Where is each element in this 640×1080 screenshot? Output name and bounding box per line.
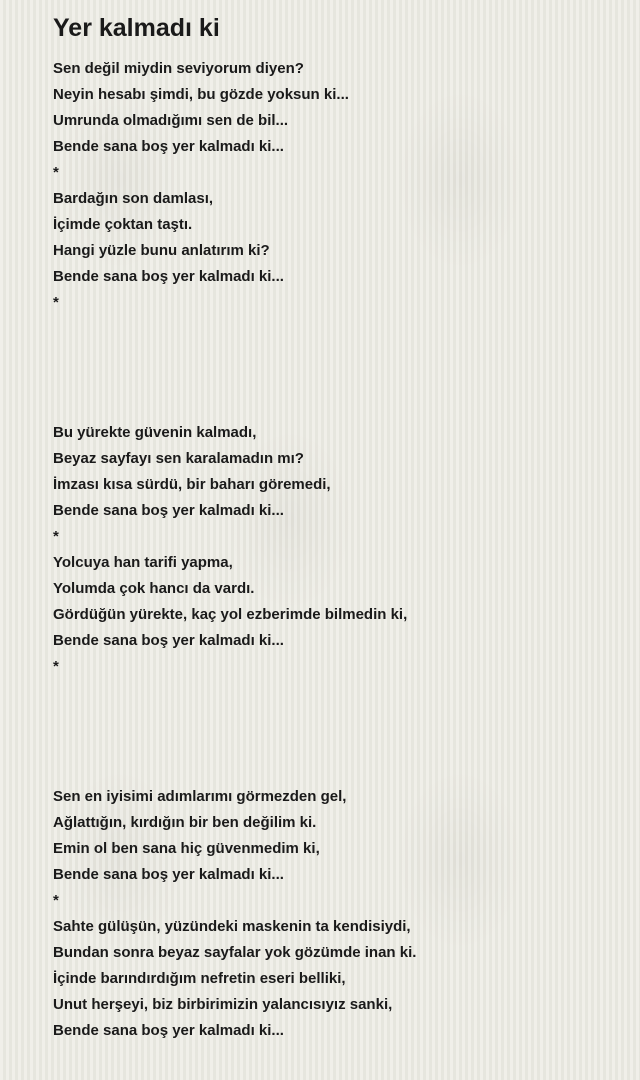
- section-gap: [53, 316, 623, 420]
- poem-line: Hangi yüzle bunu anlatırım ki?: [53, 242, 270, 259]
- stanza-separator: *: [53, 658, 59, 675]
- poem-line: Umrunda olmadığımı sen de bil...: [53, 112, 289, 129]
- stanza-3: [53, 784, 623, 1044]
- poem-title: Yer kalmadı ki: [53, 14, 220, 42]
- poem-line: Bende sana boş yer kalmadı ki...: [53, 502, 284, 519]
- poem-line: Sahte gülüşün, yüzündeki maskenin ta kendisiydi,: [53, 918, 411, 935]
- poem-line: Gördüğün yürekte, kaç yol ezberimde bilmedin ki,: [53, 606, 408, 623]
- poem-line: Bende sana boş yer kalmadı ki...: [53, 138, 284, 155]
- poem-line: Emin ol ben sana hiç güvenmedim ki,: [53, 840, 320, 857]
- poem-line: Bende sana boş yer kalmadı ki...: [53, 1022, 284, 1039]
- stanza-separator: *: [53, 528, 59, 545]
- stanza-separator: *: [53, 892, 59, 909]
- poem-line: Ağlattığın, kırdığın bir ben değilim ki.: [53, 814, 317, 831]
- poem-line: Sen en iyisimi adımlarımı görmezden gel,: [53, 788, 347, 805]
- poem-line: Bende sana boş yer kalmadı ki...: [53, 632, 284, 649]
- poem-line: Bardağın son damlası,: [53, 190, 214, 207]
- stanza-separator: *: [53, 294, 59, 311]
- poem-line: İçimde çoktan taştı.: [53, 216, 193, 233]
- poem-container: [53, 12, 623, 1044]
- poem-line: Bende sana boş yer kalmadı ki...: [53, 866, 284, 883]
- poem-line: Beyaz sayfayı sen karalamadın mı?: [53, 450, 304, 467]
- poem-line: Sen değil miydin seviyorum diyen?: [53, 60, 304, 77]
- poem-line: Bende sana boş yer kalmadı ki...: [53, 268, 284, 285]
- poem-line: Bundan sonra beyaz sayfalar yok gözümde inan ki.: [53, 944, 417, 961]
- poem-line: Unut herşeyi, biz birbirimizin yalancısıyız sanki,: [53, 996, 393, 1013]
- poem-line: Yolumda çok hancı da vardı.: [53, 580, 255, 597]
- poem-line: Neyin hesabı şimdi, bu gözde yoksun ki...: [53, 86, 349, 103]
- section-gap: [53, 680, 623, 784]
- poem-line: Yolcuya han tarifi yapma,: [53, 554, 233, 571]
- stanza-1: [53, 56, 623, 316]
- poem-line: İçinde barındırdığım nefretin eseri belliki,: [53, 970, 346, 987]
- poem-line: İmzası kısa sürdü, bir baharı göremedi,: [53, 476, 331, 493]
- stanza-separator: *: [53, 164, 59, 181]
- stanza-2: [53, 420, 623, 680]
- poem-line: Bu yürekte güvenin kalmadı,: [53, 424, 257, 441]
